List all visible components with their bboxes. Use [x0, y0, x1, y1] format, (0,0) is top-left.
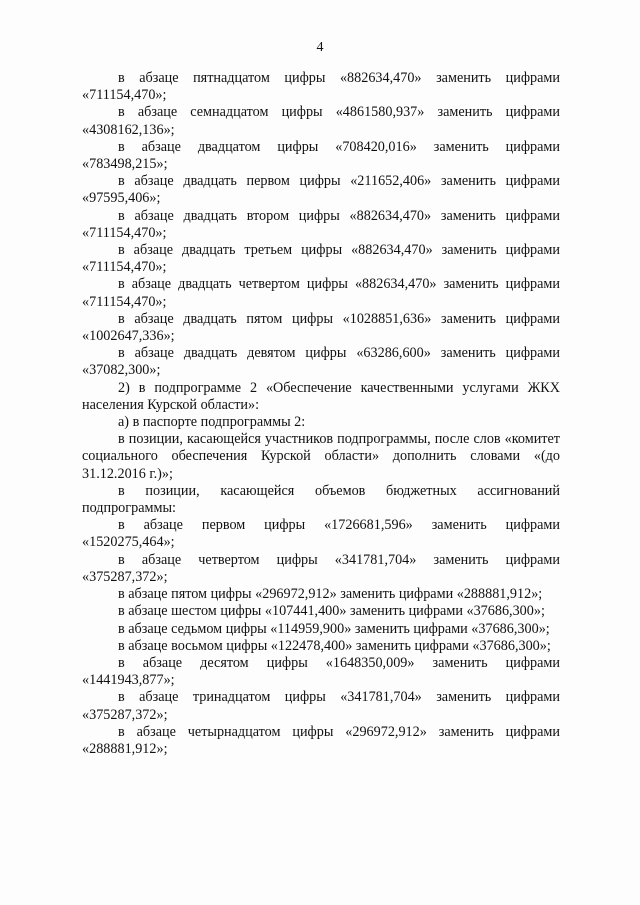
paragraph: в абзаце первом цифры «1726681,596» заменить цифрами «1520275,464»;: [82, 517, 560, 551]
paragraph: в абзаце десятом цифры «1648350,009» заменить цифрами «1441943,877»;: [82, 654, 560, 689]
paragraph: в абзаце пятнадцатом цифры «882634,470» заменить цифрами «711154,470»;: [82, 70, 560, 104]
paragraph: в позиции, касающейся объемов бюджетных ассигнований подпрограммы:: [82, 482, 560, 517]
paragraph: в абзаце двадцать пятом цифры «1028851,636» заменить цифрами «1002647,336»;: [82, 310, 560, 345]
paragraph: в абзаце семнадцатом цифры «4861580,937» заменить цифрами «4308162,136»;: [82, 104, 560, 138]
paragraph: в абзаце двадцатом цифры «708420,016» заменить цифрами «783498,215»;: [82, 138, 560, 173]
paragraph: в позиции, касающейся участников подпрограммы, после слов «комитет социального обеспечения Курской области» дополнить словами «(до 31.12.2016 г.)»;: [82, 431, 560, 482]
document-body: [82, 70, 560, 758]
paragraph: в абзаце восьмом цифры «122478,400» заменить цифрами «37686,300»;: [118, 637, 551, 654]
paragraph: в абзаце шестом цифры «107441,400» заменить цифрами «37686,300»;: [118, 603, 545, 620]
paragraph: в абзаце двадцать первом цифры «211652,406» заменить цифрами «97595,406»;: [82, 173, 560, 207]
paragraph: в абзаце седьмом цифры «114959,900» заменить цифрами «37686,300»;: [118, 620, 550, 637]
paragraph: в абзаце пятом цифры «296972,912» заменить цифрами «288881,912»;: [118, 586, 543, 603]
paragraph: 2) в подпрограмме 2 «Обеспечение качественными услугами ЖКХ населения Курской области»:: [82, 379, 560, 413]
paragraph: в абзаце двадцать девятом цифры «63286,600» заменить цифрами «37082,300»;: [82, 345, 560, 379]
paragraph: в абзаце двадцать третьем цифры «882634,470» заменить цифрами «711154,470»;: [82, 242, 560, 276]
paragraph: в абзаце четвертом цифры «341781,704» заменить цифрами «375287,372»;: [82, 551, 560, 585]
paragraph: в абзаце двадцать четвертом цифры «882634,470» заменить цифрами «711154,470»;: [82, 276, 560, 310]
paragraph: в абзаце четырнадцатом цифры «296972,912» заменить цифрами «288881,912»;: [82, 723, 560, 757]
page-number: 4: [316, 40, 324, 55]
paragraph: а) в паспорте подпрограммы 2:: [118, 414, 306, 431]
paragraph: в абзаце тринадцатом цифры «341781,704» заменить цифрами «375287,372»;: [82, 689, 560, 723]
paragraph: в абзаце двадцать втором цифры «882634,470» заменить цифрами «711154,470»;: [82, 207, 560, 241]
